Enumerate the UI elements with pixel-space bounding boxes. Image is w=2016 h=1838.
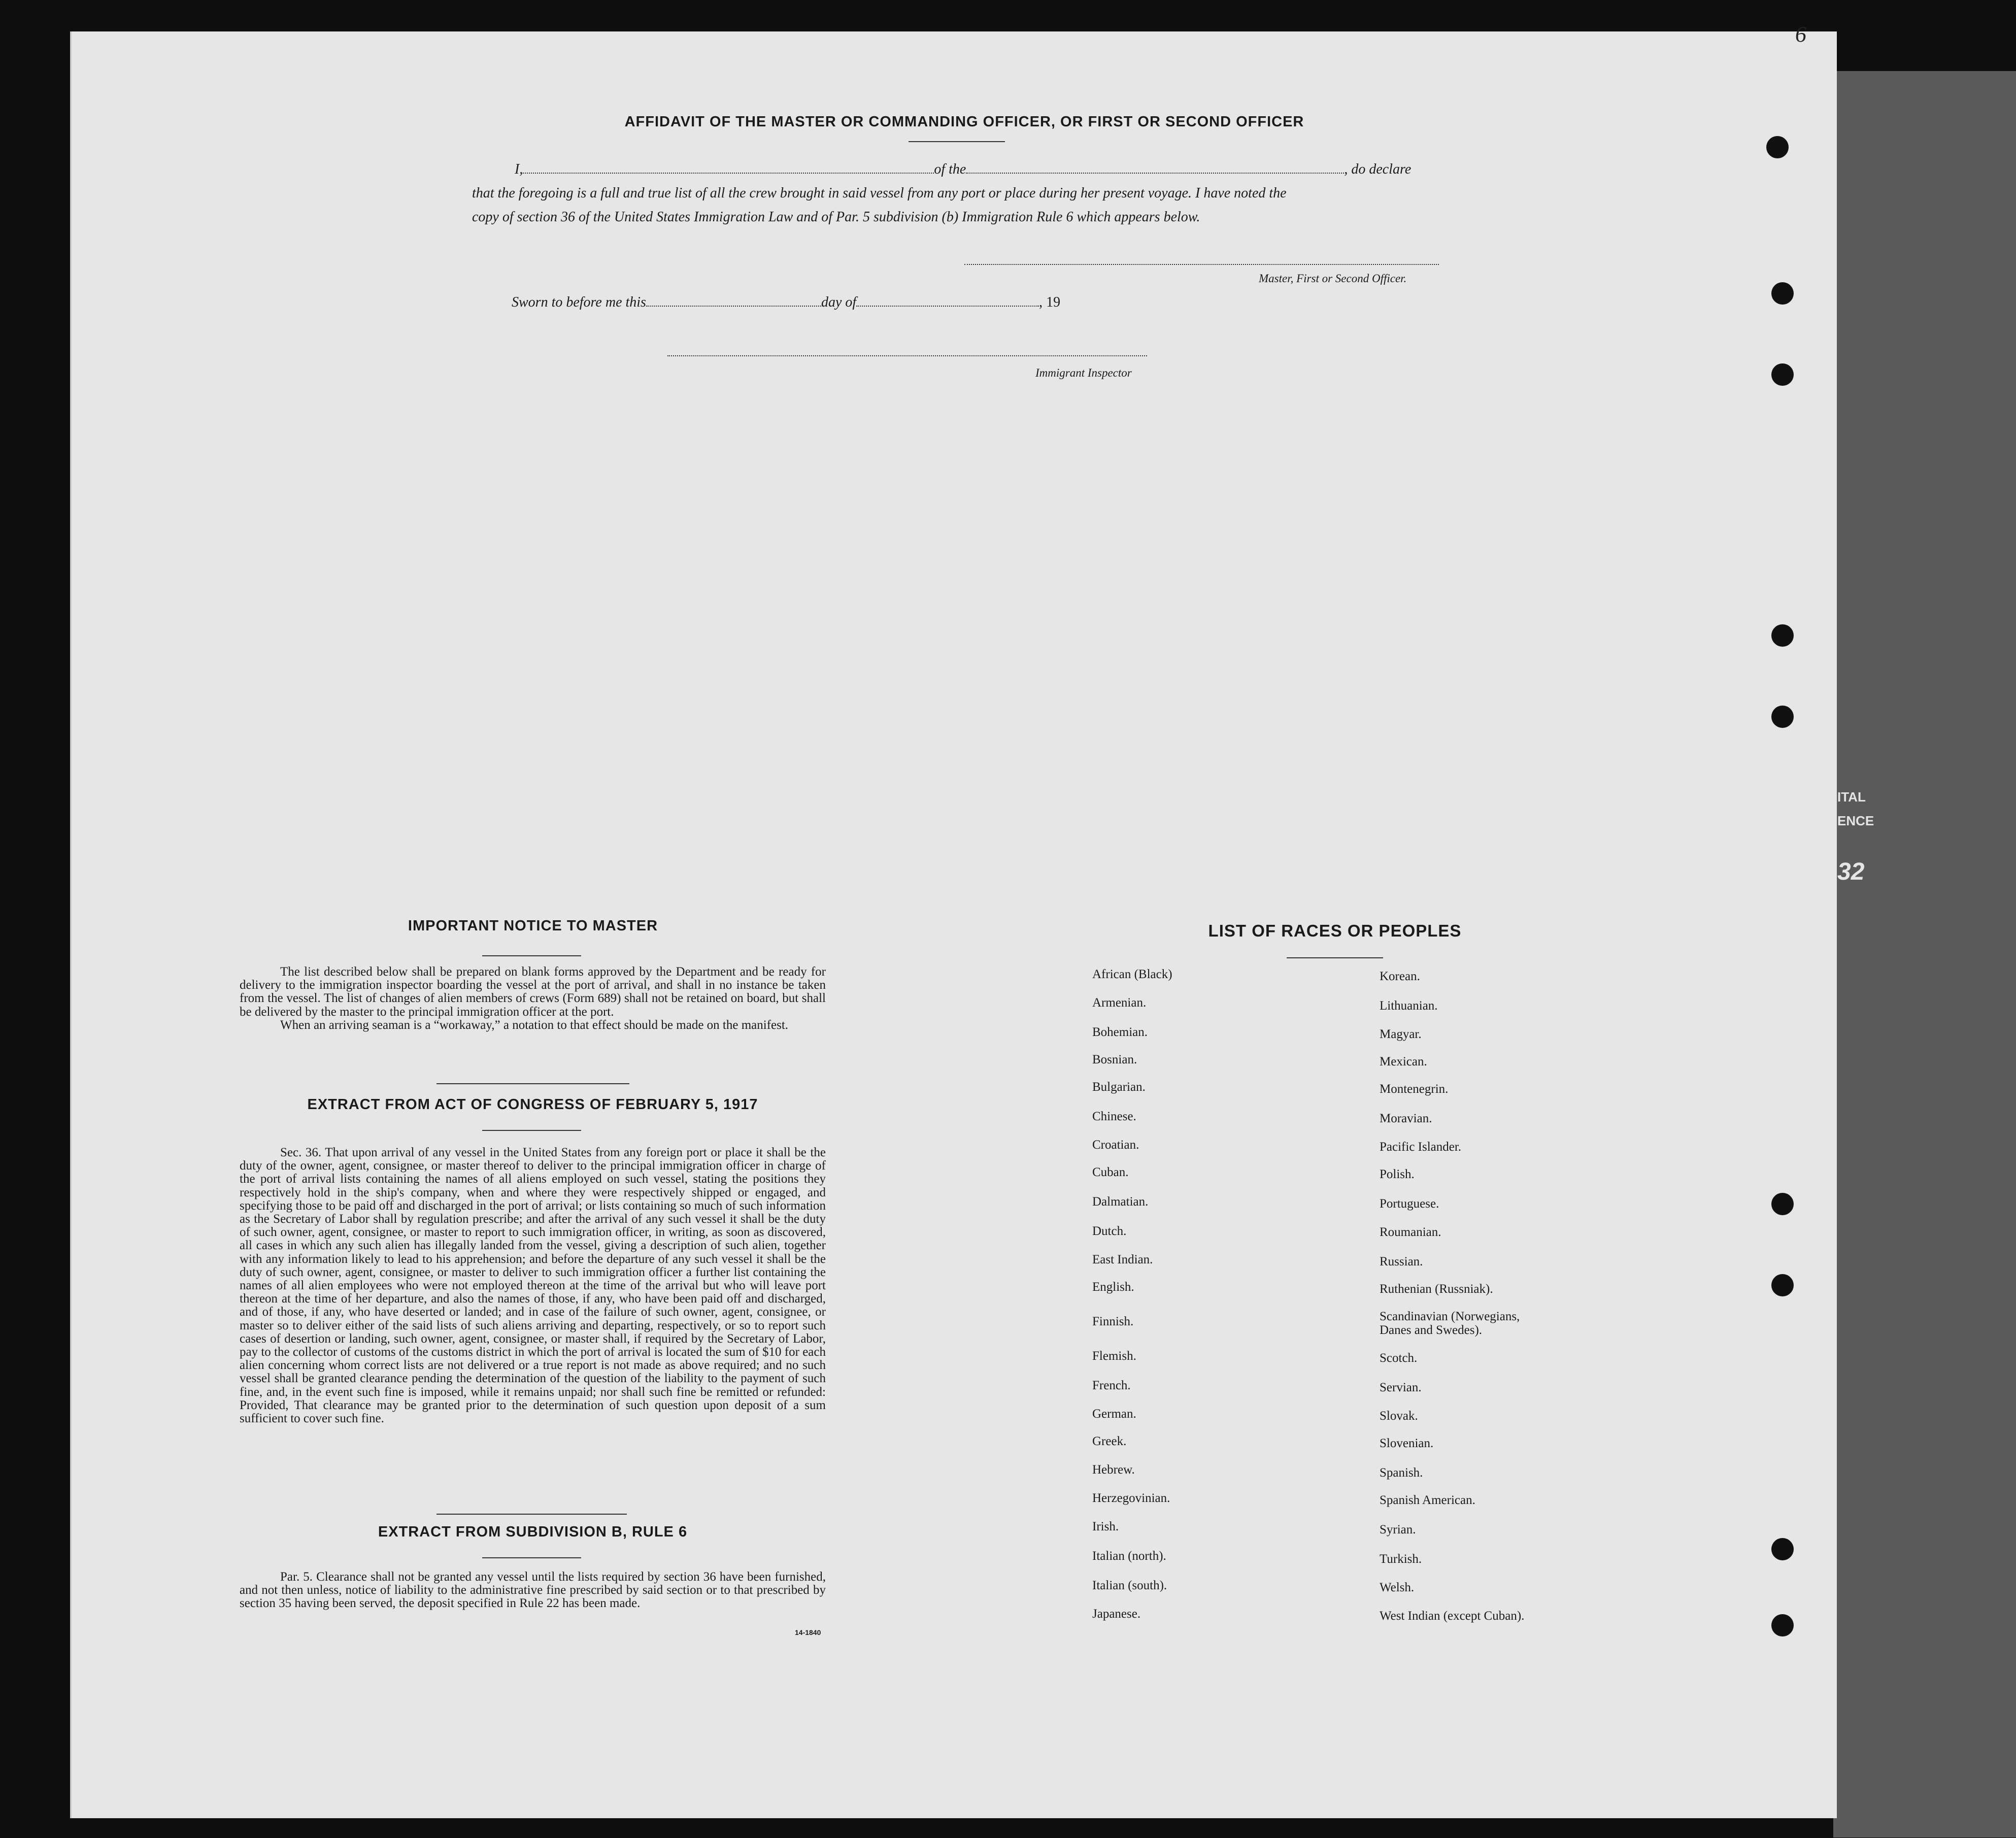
- notice-end-rule: [436, 1083, 629, 1084]
- race-left-9: Dutch.: [1092, 1224, 1127, 1238]
- race-right-17: Spanish.: [1380, 1466, 1423, 1480]
- binder-hole: [1771, 282, 1794, 305]
- race-left-7: Cuban.: [1092, 1165, 1129, 1179]
- race-right-7: Polish.: [1380, 1167, 1415, 1181]
- notice-paragraph-2: When an arriving seaman is a “workaway,” a notation to that effect should be made on the manifest.: [280, 1018, 789, 1032]
- binder-hole: [1771, 706, 1794, 728]
- race-right-8: Portuguese.: [1380, 1197, 1439, 1211]
- race-right-10: Russian.: [1380, 1255, 1423, 1268]
- sworn-year-label: , 19: [1039, 294, 1061, 310]
- margin-tab-text-2: ENCE: [1837, 813, 1874, 828]
- race-left-1: Armenian.: [1092, 996, 1147, 1010]
- race-right-12: Scandinavian (Norwegians, Danes and Swedes).: [1380, 1310, 1520, 1337]
- race-left-3: Bosnian.: [1092, 1053, 1137, 1066]
- sworn-line: [512, 294, 1060, 311]
- race-left-14: French.: [1092, 1379, 1131, 1392]
- declaration-line-2: that the foregoing is a full and true list of all the crew brought in said vessel from any port or place during her present voyage. I have noted the: [472, 185, 1287, 201]
- race-left-12: Finnish.: [1092, 1315, 1134, 1328]
- race-right-20: Turkish.: [1380, 1552, 1422, 1566]
- act-extract-body: [240, 1146, 826, 1425]
- race-right-11: Ruthenian (Russniak).: [1380, 1282, 1493, 1296]
- inspector-caption: Immigrant Inspector: [1035, 366, 1132, 379]
- binder-hole: [1771, 1274, 1794, 1296]
- notice-title: IMPORTANT NOTICE TO MASTER: [408, 918, 658, 934]
- race-left-16: Greek.: [1092, 1434, 1127, 1448]
- race-right-1: Lithuanian.: [1380, 999, 1438, 1013]
- race-right-5: Moravian.: [1380, 1112, 1432, 1125]
- race-left-17: Hebrew.: [1092, 1463, 1135, 1477]
- race-right-3: Mexican.: [1380, 1055, 1427, 1068]
- race-right-6: Pacific Islander.: [1380, 1140, 1462, 1154]
- race-right-18: Spanish American.: [1380, 1493, 1475, 1507]
- race-right-0: Korean.: [1380, 970, 1420, 983]
- race-left-19: Irish.: [1092, 1520, 1119, 1533]
- binder-hole: [1771, 1193, 1794, 1215]
- race-right-2: Magyar.: [1380, 1027, 1422, 1041]
- race-left-20: Italian (north).: [1092, 1549, 1166, 1563]
- race-left-4: Bulgarian.: [1092, 1080, 1146, 1094]
- notice-rule: [482, 955, 581, 956]
- officer-signature-caption: Master, First or Second Officer.: [1259, 272, 1407, 285]
- race-left-21: Italian (south).: [1092, 1579, 1167, 1592]
- sworn-day-label: day of: [821, 294, 857, 310]
- races-rule: [1287, 957, 1383, 958]
- declaration-line-1: [472, 157, 1441, 181]
- race-left-22: Japanese.: [1092, 1607, 1141, 1621]
- inspector-signature-line[interactable]: [667, 355, 1147, 356]
- race-right-19: Syrian.: [1380, 1523, 1416, 1536]
- margin-tab-text-3: 32: [1837, 858, 1865, 885]
- vessel-blank[interactable]: [966, 173, 1344, 174]
- title-rule: [909, 141, 1005, 142]
- notice-body: [240, 965, 826, 1032]
- race-right-22: West Indian (except Cuban).: [1380, 1609, 1525, 1623]
- form-number: 14-1840: [795, 1628, 821, 1636]
- race-left-6: Croatian.: [1092, 1138, 1139, 1152]
- sworn-month-blank[interactable]: [856, 306, 1039, 307]
- race-right-9: Roumanian.: [1380, 1225, 1441, 1239]
- race-right-21: Welsh.: [1380, 1581, 1415, 1594]
- race-right-14: Servian.: [1380, 1381, 1422, 1394]
- name-blank[interactable]: [523, 173, 934, 174]
- declaration-of-label: of the: [934, 161, 966, 177]
- declaration-line-3: copy of section 36 of the United States Immigration Law and of Par. 5 subdivision (b) Immigration Rule 6 which appears below.: [472, 209, 1200, 225]
- sworn-prefix: Sworn to before me this: [512, 294, 646, 310]
- binder-hole: [1771, 363, 1794, 386]
- binder-hole: [1771, 1614, 1794, 1636]
- race-right-4: Montenegrin.: [1380, 1082, 1449, 1096]
- backing-sheet: [1833, 71, 2016, 1837]
- race-left-18: Herzegovinian.: [1092, 1491, 1170, 1505]
- race-left-10: East Indian.: [1092, 1253, 1153, 1266]
- race-left-15: German.: [1092, 1407, 1136, 1421]
- binder-hole: [1766, 136, 1789, 158]
- race-right-16: Slovenian.: [1380, 1436, 1434, 1450]
- race-left-8: Dalmatian.: [1092, 1195, 1149, 1209]
- race-left-11: English.: [1092, 1280, 1134, 1294]
- binder-hole: [1771, 1538, 1794, 1560]
- notice-paragraph-1: The list described below shall be prepared on blank forms approved by the Department and be ready for delivery to the immigration inspector boarding the vessel at the port of arrival, and shall in no instance be taken from the vessel. The list of changes of alien members of crews (Form 689) shall not be retained on board, but shall be delivered by the master to the principal immigration officer at the port.: [240, 965, 826, 1019]
- rule-rule: [482, 1557, 581, 1558]
- declaration-end-label: , do declare: [1344, 161, 1412, 177]
- margin-tab-text-1: ITAL: [1837, 789, 1866, 805]
- act-extract-title: EXTRACT FROM ACT OF CONGRESS OF FEBRUARY 5, 1917: [307, 1096, 758, 1113]
- race-left-5: Chinese.: [1092, 1110, 1136, 1123]
- rule-extract-body: [240, 1570, 826, 1611]
- sworn-day-blank[interactable]: [646, 306, 821, 307]
- act-end-rule: [436, 1514, 627, 1515]
- binder-hole: [1771, 624, 1794, 647]
- race-right-15: Slovak.: [1380, 1409, 1418, 1423]
- race-left-0: African (Black): [1092, 967, 1172, 981]
- race-right-13: Scotch.: [1380, 1351, 1418, 1365]
- officer-signature-line[interactable]: [964, 264, 1439, 265]
- declaration-i-label: I,: [515, 161, 523, 177]
- race-left-13: Flemish.: [1092, 1349, 1136, 1363]
- page-number: 6: [1795, 22, 1806, 47]
- races-title: LIST OF RACES OR PEOPLES: [1208, 921, 1462, 940]
- act-extract-text: Sec. 36. That upon arrival of any vessel in the United States from any foreign port or place it shall be the duty of the owner, agent, consignee, or master thereof to deliver to the principal immigration officer in charge of the port of arrival lists containing the names of all aliens employed on such vessel, stating the positions they respectively hold in the ship's company, when and where they were respectively shipped or engaged, and specifying those to be paid off and discharged in the port of arrival; or lists containing so much of such information as the Secretary of Labor shall by regulation prescribe; and after the arrival of any such vessel it shall be the duty of such owner, agent, consignee, or master to report to such immigration officer, in writing, as soon as discovered, all cases in which any such alien has illegally landed from the vessel, giving a description of such alien, together with any information likely to lead to his apprehension; and before the departure of any such vessel it shall be the duty of such owner, agent, consignee, or master to deliver to such immigration officer a further list containing the names of all alien employees who were not employed thereon at the time of the arrival but who will leave port thereon at the time of her departure, and also the names of those, if any, who have been paid off and discharged, and of those, if any, who have deserted or landed; and in case of the failure of such owner, agent, consignee, or master so to deliver either of the said lists of such aliens arriving and departing, respectively, or so to report such cases of desertion or landing, such owner, agent, consignee, or master shall, if required by the Secretary of Labor, pay to the collector of customs of the customs district in which the port of arrival is located the sum of $10 for each alien concerning whom correct lists are not delivered or a true report is not made as above required; and no such vessel shall be granted clearance pending the determination of the question of the liability to the payment of such fine, and, in the event such fine is imposed, while it remains unpaid; nor shall such fine be remitted or refunded: Provided, That clearance may be granted prior to the determination of such question upon deposit of a sum sufficient to cover such fine.: [240, 1146, 826, 1426]
- act-rule: [482, 1130, 581, 1131]
- rule-extract-title: EXTRACT FROM SUBDIVISION B, RULE 6: [378, 1524, 688, 1540]
- race-left-2: Bohemian.: [1092, 1025, 1148, 1039]
- rule-extract-text: Par. 5. Clearance shall not be granted any vessel until the lists required by section 36 have been furnished, and not then unless, notice of liability to the administrative fine prescribed by said section or to that prescribed by section 35 having been served, the deposit specified in Rule 22 has been made.: [240, 1570, 826, 1611]
- declaration: [472, 157, 1441, 229]
- affidavit-title: AFFIDAVIT OF THE MASTER OR COMMANDING OFFICER, OR FIRST OR SECOND OFFICER: [624, 114, 1304, 130]
